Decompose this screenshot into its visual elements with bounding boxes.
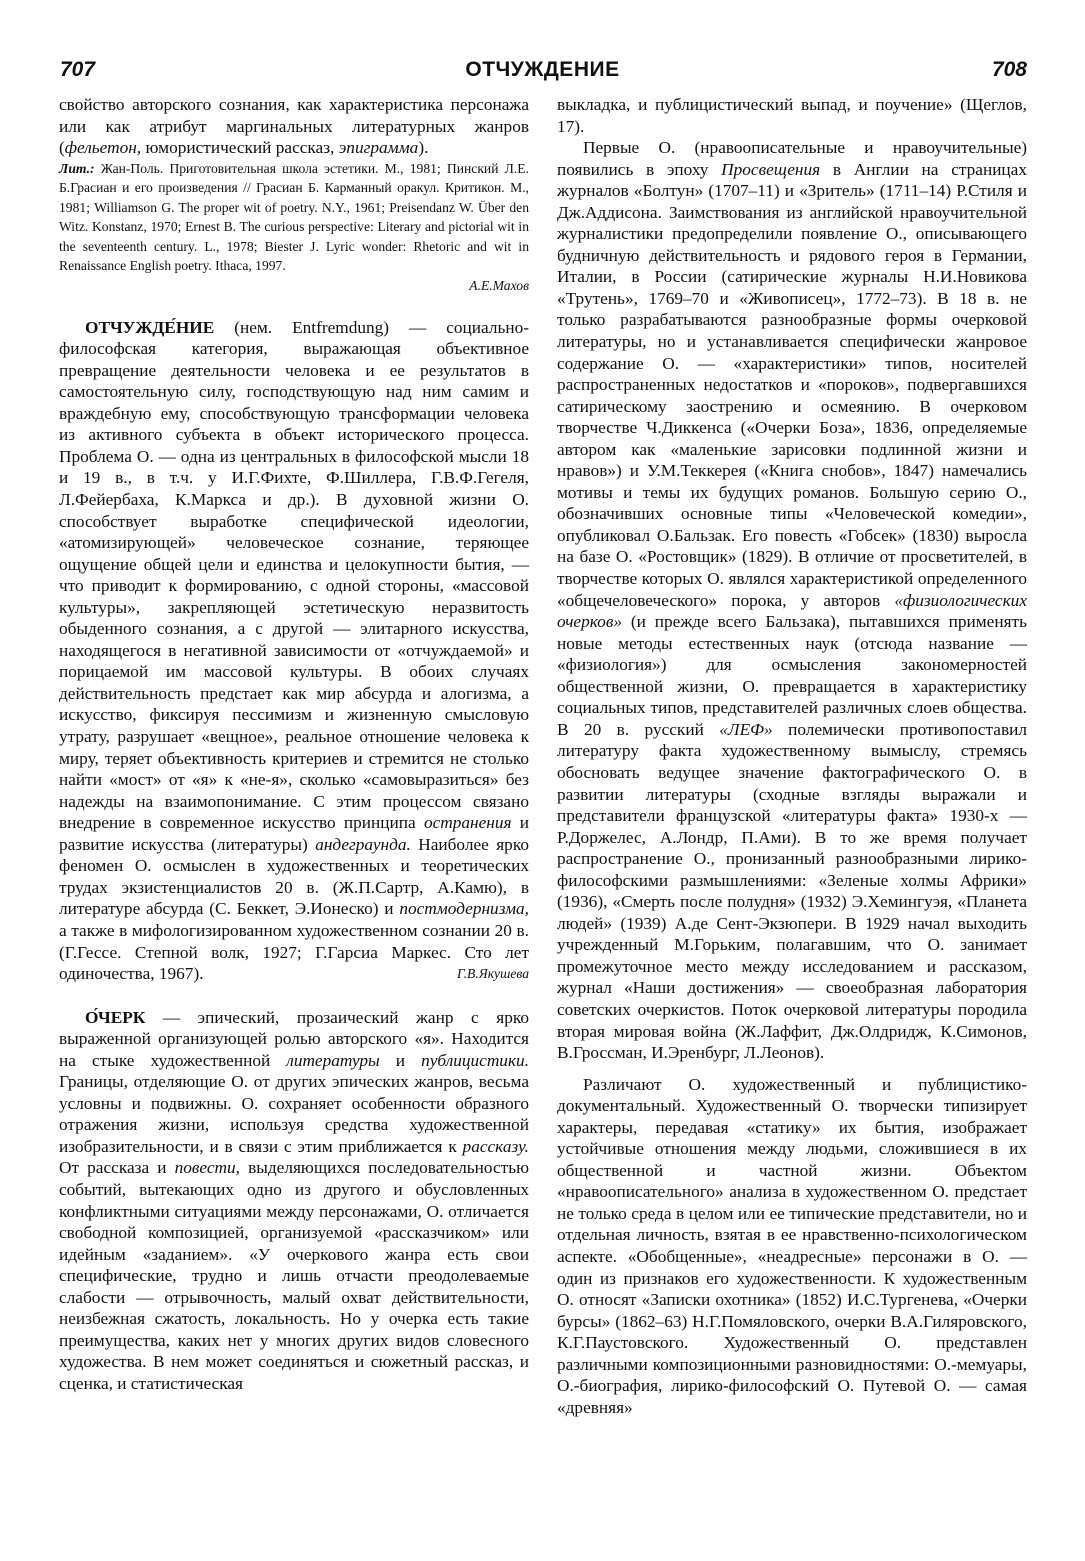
- text-run: Границы, отделяющие О. от других эпических жанров, весьма условны и подвижны. О. сохраняет особенности образного отражения жизни, используя средства художественной изобразительности, и в связи с этим приближается к: [59, 1072, 529, 1156]
- text-run: полемически противопоставил литературу факта художественному вымыслу, стремясь обосновать ведущее значение фактографического О. в развитии литературы (сходные взгляды выражали и представители французской «литературы факта» 1930-х — Р.Доржелес, А.Лондр, П.Ами). В то же время получает распространение О., пронизанный разнообразными лирико-философскими размышлениями: «Зеленые холмы Африки» (1936), «Смерть после полудня» (1932) Э.Хемингуэя, «Планета людей» (1939) А.де Сент-Экзюпери. В 1929 начал выходить учрежденный М.Горьким, полагавшим, что О. занимает промежуточное место между исследованием и рассказом, журнал «Наши достижения» — своеобразная лаборатория советских очеркистов. Поток очерковой литературы породила вторая мировая война (Ж.Лаффит, Дж.Олдридж, К.Симонов, В.Гроссман, И.Эренбург, Л.Леонов).: [557, 719, 1027, 1063]
- text-run: Наиболее ярко феномен О. осмыслен в художественных и теоретических трудах экзистенциалистов 20 в. (Ж.П.Сартр, А.Камю), в литературе абсурда (С. Беккет, Э.Ионеско) и: [59, 834, 529, 919]
- cross-reference[interactable]: «физиологических очерков»: [557, 590, 1027, 632]
- cross-reference[interactable]: остранения: [423, 813, 512, 833]
- entry-otchuzhdenie: [59, 317, 529, 985]
- text-run: (нем. Entfremdung) — социально-философская категория, выражающая объективное превращение деятельности человека и ее результатов в самостоятельную силу, господствующую над ним самим и враждебную ему, способствующую трансформации человека из активного субъекта в объект исторического процесса. Проблема О. — одна из центральных в философской мысли 18 и 19 в., в т.ч. у И.Г.Фихте, Ф.Шиллера, Г.В.Ф.Гегеля, Л.Фейербаха, К.Маркса и др.). В духовной жизни О. способствует выработке специфической идеологии, «атомизирующей» человеческое сознание, теряющее ощущение общей цели и единства и целокупности бытия, — что приводит к формированию, с одной стороны, «массовой культуры», закрепляющей эстетическую неразвитость обыденного сознания, а с другой — элитарного искусства, находящегося в негативной зависимости от «отчуждаемой» и порицаемой им массовой культуры. В обоих случаях действительность предстает как мир абсурда и алогизма, а искусство, фиксируя пессимизм и жизненную смысловую утрату, разрушает «вещное», реальное отношение человека к миру, теряет объективность критериев и стремится не столько найти «мост» от «я» к «не-я», сколько «самовыразиться» без надежды на взаимопонимание. С этим процессом связано внедрение в современное искусство принципа: [59, 317, 529, 833]
- text-run: свойство авторского сознания, как характеристика персонажа или как атрибут маргинальных литературных жанров (: [59, 95, 529, 158]
- running-title: ОТЧУЖДЕНИЕ: [465, 58, 620, 81]
- text-run: — эпический, прозаический жанр с ярко выраженной организующей ролью авторского «я». Находится на стыке художественной: [59, 1007, 529, 1070]
- paragraph: Различают О. художественный и публицистико-документальный. Художественный О. творчески типизирует характеры, передавая «статику» их бытия, изображает устойчивые отношения между людьми, сложившиеся в их общественной и частной жизни. Объектом «нравоописательного» анализа в художественном О. предстает не только среда в целом или ее типические представители, но и отдельная личность, взятая в ее нравственно-психологическом аспекте. «Обобщенные», «неадресные» персонажи в О. — один из признаков его художественности. К художественным О. относят «Записки охотника» (1852) И.С.Тургенева, «Очерки бурсы» (1862–63) Н.Г.Помяловского, очерки В.А.Гиляровского, К.Г.Паустовского. Художественный О. представлен различными композиционными разновидностями: О.-мемуары, О.-биография, лирико-философский О. Путевой О. — самая «древняя»: [557, 1074, 1027, 1417]
- text-run: ).: [418, 138, 429, 158]
- text-run: и развитие искусства (литературы): [59, 813, 529, 854]
- cross-reference[interactable]: фельетон,: [64, 138, 142, 158]
- author-signature: Г.В.Якушева: [456, 966, 529, 982]
- cross-reference[interactable]: эпиграмма: [338, 138, 419, 158]
- cross-reference[interactable]: андеграунда.: [315, 834, 411, 854]
- literature-label: Лит.:: [59, 160, 95, 176]
- cross-reference[interactable]: постмодернизма,: [399, 899, 529, 919]
- text-run: юмористический рассказ,: [141, 138, 339, 158]
- text-run: и: [379, 1050, 422, 1070]
- text-run: в Англии на страницах журналов «Болтун» (1707–11) и «Зритель» (1711–14) Р.Стиля и Дж.Аддисона. Заимствования из английской нравоучительной журналистики предопределили появление О., описывающего будничную действительность и рядового героя в Германии, Италии, в России (сатирические журналы Н.И.Новикова «Трутень», 1769–70 и «Живописец», 1772–73). В 18 в. не только разрабатываются разнообразные формы очерковой литературы, но и устанавливается специфически жанровое содержание О. — «характеристики» типов, носителей распространенных недостатков и «пороков», подвергавшихся сатирическому заострению и осмеянию. В очерковом творчестве Ч.Диккенса («Очерки Боза», 1836, определяемые автором как «маленькие зарисовки подлинной жизни и нравов») и У.М.Теккерея («Книга снобов», 1847) намечались мотивы и темы их будущих романов. Большую серию О., обозначивших основные типы «Человеческой комедии», опубликовал О.Бальзак. Его повесть «Гобсек» (1830) выросла на базе О. «Ростовщик» (1829). В отличие от просветителей, в творчестве которых О. являлся характеристикой определенного «общечеловеческого» порока, у авторов: [557, 159, 1027, 610]
- entry-ocherk: [59, 1007, 529, 1395]
- cross-reference[interactable]: рассказу.: [462, 1136, 529, 1156]
- left-column: [59, 94, 529, 1394]
- text-run: выделяющихся последовательностью событий, вытекающих одно из другого и обусловленных конфликтными ситуациями между персонажами, О. отличается свободной композицией, организуемой «рассказчиком» или идейным «заданием». «У очеркового жанра есть свои специфические, трудно и лишь отчасти преодолеваемые слабости — отрывочность, малый охват действительности, неизбежная сжатость, локальность. Но у очерка есть такие преимущества, каких нет у многих других видов словесного художества. В нем может соединяться и сюжетный рассказ, и сценка, и статистическая: [59, 1158, 529, 1393]
- text-run: а также в мифологизированном художественном сознании 20 в. (Г.Гессе. Степной волк, 1927; Г.Гарсиа Маркес. Сто лет одиночества, 1967).: [59, 920, 529, 984]
- cross-reference[interactable]: повести,: [174, 1158, 240, 1178]
- page-number-right: 708: [991, 58, 1027, 81]
- paragraph: выкладка, и публицистический выпад, и поучение» (Щеглов, 17).: [557, 95, 1027, 136]
- right-column: [557, 94, 1027, 1418]
- paragraph: [557, 137, 1027, 1064]
- text-run: (и прежде всего Бальзака), пытавшихся применять новые методы естественных наук (отсюда название — «физиология») для осмысления закономерностей общественной жизни, О. превращается в характеристику социальных типов, представителей различных слоев общества. В 20 в. русский: [557, 612, 1027, 739]
- headword: О́ЧЕРК: [85, 1007, 146, 1027]
- literature-text: Жан-Поль. Приготовительная школа эстетики. М., 1981; Пинский Л.Е. Б.Грасиан и его произведения // Грасиан Б. Карманный оракул. Критикон. М., 1981; Williamson G. The proper wit of poetry. N.Y., 1961; Preisendanz W. Über den Witz. Konstanz, 1970; Ernest B. The curious perspective: Literary and pictorial wit in the seventeenth century. L., 1978; Biester J. Lyric wonder: Rhetoric and wit in Renaissance English poetry. Ithaca, 1997.: [59, 160, 529, 274]
- literature-block: [59, 159, 529, 295]
- text-run: Первые О. (нравоописательные и нравоучительные) появились в эпоху: [557, 138, 1027, 179]
- page-number-left: 707: [60, 58, 96, 81]
- headword: ОТЧУЖДЕ́НИЕ: [85, 317, 215, 337]
- cross-reference[interactable]: «ЛЕФ»: [719, 719, 773, 739]
- continuation-paragraph: [59, 94, 529, 159]
- cross-reference[interactable]: литературы: [286, 1050, 380, 1070]
- page-header: [0, 52, 1085, 92]
- cross-reference[interactable]: Просвещения: [721, 159, 821, 179]
- text-run: От рассказа и: [59, 1158, 175, 1178]
- cross-reference[interactable]: публицистики.: [421, 1050, 529, 1070]
- author-signature: А.Е.Махов: [469, 277, 529, 293]
